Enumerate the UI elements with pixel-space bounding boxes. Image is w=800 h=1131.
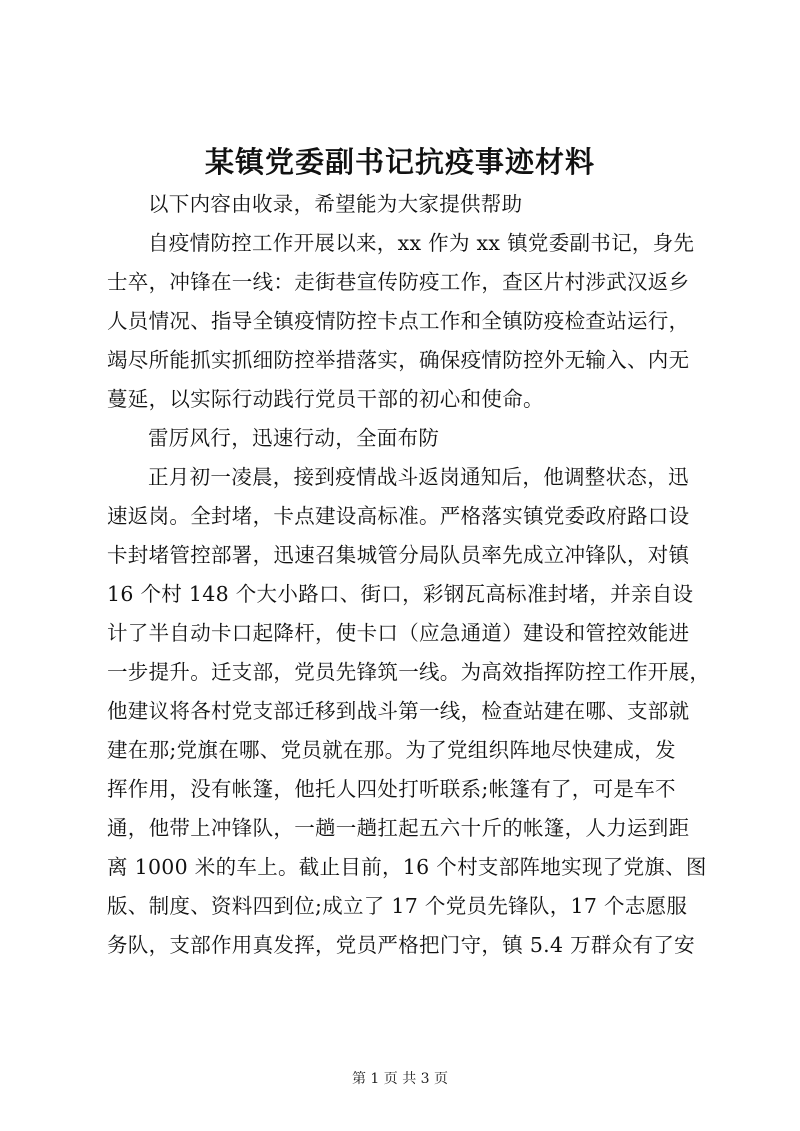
text-line: 士卒，冲锋在一线：走街巷宣传防疫工作，查区片村涉武汉返乡	[107, 270, 690, 294]
document-body	[107, 185, 711, 965]
text-line: 建在那;党旗在哪、党员就在那。为了党组织阵地尽快建成，发	[107, 738, 676, 762]
paragraph-overview	[107, 224, 697, 419]
text-line: 离 1000 米的车上。截止目前，16 个村支部阵地实现了党旗、图	[107, 855, 707, 879]
text-line: 版、制度、资料四到位;成立了 17 个党员先锋队，17 个志愿服	[107, 894, 688, 918]
document-title: 某镇党委副书记抗疫事迹材料	[204, 145, 595, 179]
text-line: 正月初一凌晨，接到疫情战斗返岗通知后，他调整状态，迅	[148, 465, 689, 489]
text-line: 蔓延，以实际行动践行党员干部的初心和使命。	[107, 387, 544, 411]
paragraph-actions	[107, 458, 711, 965]
text-line: 速返岗。全封堵，卡点建设高标准。严格落实镇党委政府路口设	[107, 504, 690, 528]
text-line: 雷厉风行，迅速行动，全面布防	[148, 426, 440, 450]
text-line: 竭尽所能抓实抓细防控举措落实，确保疫情防控外无输入、内无	[107, 348, 690, 372]
text-line: 一步提升。迁支部，党员先锋筑一线。为高效指挥防控工作开展，	[107, 660, 711, 684]
intro-paragraph	[107, 185, 697, 224]
text-line: 务队，支部作用真发挥，党员严格把门守，镇 5.4 万群众有了安	[107, 933, 695, 957]
text-line: 16 个村 148 个大小路口、街口，彩钢瓦高标准封堵，并亲自设	[107, 582, 694, 606]
section-heading	[107, 419, 697, 458]
text-line: 以下内容由收录，希望能为大家提供帮助	[148, 192, 523, 216]
text-line: 他建议将各村党支部迁移到战斗第一线，检查站建在哪、支部就	[107, 699, 690, 723]
text-line: 人员情况、指导全镇疫情防控卡点工作和全镇防疫检查站运行，	[107, 309, 690, 333]
page-footer: 第 1 页 共 3 页	[351, 1071, 449, 1087]
text-line: 挥作用，没有帐篷，他托人四处打听联系;帐篷有了，可是车不	[107, 777, 676, 801]
text-line: 卡封堵管控部署，迅速召集城管分局队员率先成立冲锋队，对镇	[107, 543, 690, 567]
text-line: 通，他带上冲锋队，一趟一趟扛起五六十斤的帐篷，人力运到距	[107, 816, 690, 840]
text-line: 计了半自动卡口起降杆，使卡口（应急通道）建设和管控效能进	[107, 621, 690, 645]
text-line: 自疫情防控工作开展以来，xx 作为 xx 镇党委副书记，身先	[148, 231, 695, 255]
